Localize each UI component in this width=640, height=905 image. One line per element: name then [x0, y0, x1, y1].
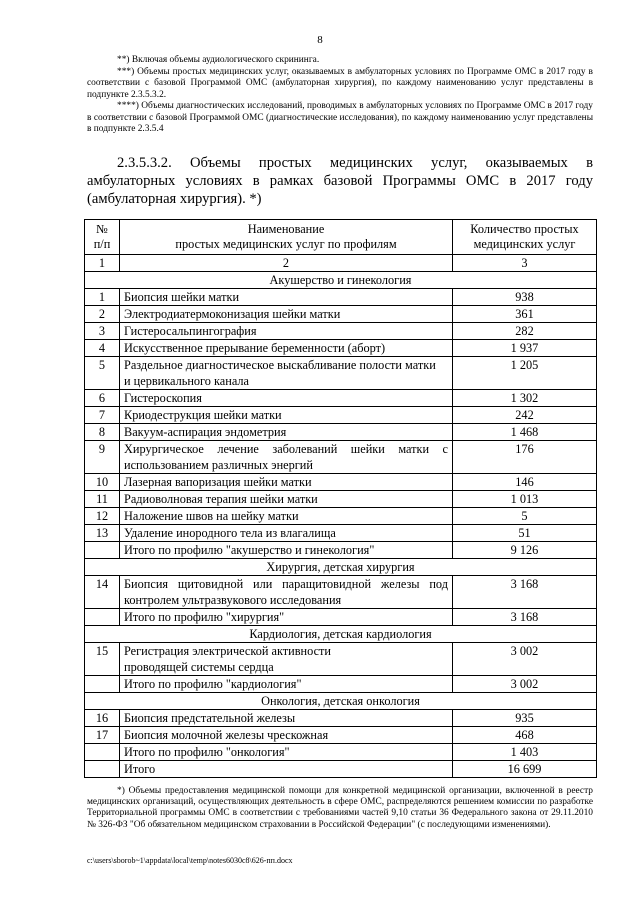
total-row-cardio: [85, 676, 597, 693]
table-row: [85, 508, 597, 525]
header-num-line2: п/п: [93, 237, 111, 251]
service-qty: 3 168: [453, 576, 597, 609]
colnum-3: 3: [453, 255, 597, 272]
row-number: 1: [85, 289, 120, 306]
service-name: Гистероскопия: [120, 390, 453, 407]
section-title: Онкология, детская онкология: [85, 693, 597, 710]
bottom-footnote: *) Объемы предоставления медицинской помощи для конкретной медицинской организации, включенной в реестр медицинских организаций, осуществляющих деятельность в сфере ОМС, распределяются решением комиссии по разработке Территориальной программы ОМС в соответствии с требованиями частей 9,10 статьи 36 Федерального закона от 29.11.2010 № 326-ФЗ "Об обязательном медицинском страховании в Российской Федерации" (с последующими изменениями).: [87, 786, 593, 830]
service-name: Биопсия шейки матки: [120, 289, 453, 306]
row-number: 3: [85, 323, 120, 340]
total-qty: 3 002: [453, 676, 597, 693]
row-number: 2: [85, 306, 120, 323]
table-row: [85, 643, 597, 676]
table-header-row: [85, 220, 597, 255]
table-row: [85, 323, 597, 340]
header-qty: [453, 220, 597, 255]
column-number-row: [85, 255, 597, 272]
header-name-line2: простых медицинских услуг по профилям: [175, 237, 397, 251]
page-number: 8: [317, 34, 323, 46]
table-row: [85, 491, 597, 508]
table-row: [85, 357, 597, 390]
service-qty: 282: [453, 323, 597, 340]
service-qty: 938: [453, 289, 597, 306]
total-qty: 1 403: [453, 744, 597, 761]
row-number: 4: [85, 340, 120, 357]
service-name: Лазерная вапоризация шейки матки: [120, 474, 453, 491]
table-row: [85, 441, 597, 474]
footnote-audiology: **) Включая объемы аудиологического скрининга.: [117, 55, 320, 65]
header-qty-line1: Количество простых: [470, 222, 579, 236]
service-name: Гистеросальпингография: [120, 323, 453, 340]
service-qty: 176: [453, 441, 597, 474]
section-row-surgery: [85, 559, 597, 576]
file-path: c:\users\sborob~1\appdata\local\temp\notes6030c8\626-пп.docx: [87, 856, 293, 865]
table-row: [85, 306, 597, 323]
table-row: [85, 340, 597, 357]
total-label: Итого по профилю "кардиология": [120, 676, 453, 693]
row-number: 6: [85, 390, 120, 407]
table-row: [85, 407, 597, 424]
colnum-2: 2: [120, 255, 453, 272]
row-number: 8: [85, 424, 120, 441]
service-name: Вакуум-аспирация эндометрия: [120, 424, 453, 441]
service-qty: 468: [453, 727, 597, 744]
colnum-1: 1: [85, 255, 120, 272]
service-name: [120, 643, 453, 676]
service-name-line2: и цервикального канала: [124, 374, 250, 388]
table-row: [85, 525, 597, 542]
service-name-line1: Хирургическое лечение заболеваний шейки матки с: [124, 442, 448, 456]
total-qty: 9 126: [453, 542, 597, 559]
row-number: 15: [85, 643, 120, 676]
total-label: Итого по профилю "акушерство и гинекология": [120, 542, 453, 559]
row-number: 12: [85, 508, 120, 525]
grand-total-row: [85, 761, 597, 778]
service-qty: 5: [453, 508, 597, 525]
row-number: 9: [85, 441, 120, 474]
service-qty: 1 013: [453, 491, 597, 508]
services-table: [84, 219, 597, 778]
service-name: [120, 576, 453, 609]
grand-total-qty: 16 699: [453, 761, 597, 778]
row-number: 5: [85, 357, 120, 390]
table-row: [85, 474, 597, 491]
service-name-line2: контролем ультразвукового исследования: [124, 593, 342, 607]
row-number: 17: [85, 727, 120, 744]
section-heading-text: 2.3.5.3.2. Объемы простых медицинских услуг, оказываемых в амбулаторных условиях в рамках базовой Программы ОМС в 2017 году (амбулаторная хирургия). *): [87, 155, 593, 207]
service-name-line1: Биопсия щитовидной или паращитовидной железы под: [124, 577, 448, 591]
service-qty: 1 302: [453, 390, 597, 407]
service-name: [120, 357, 453, 390]
section-row-cardio: [85, 626, 597, 643]
empty-cell: [85, 609, 120, 626]
empty-cell: [85, 744, 120, 761]
service-name-line1: Раздельное диагностическое выскабливание полости матки: [124, 358, 436, 372]
footnote-diagnostics-volumes: ****) Объемы диагностических исследований, проводимых в амбулаторных условиях по Программе ОМС в 2017 году в соответствии с базовой Программой ОМС (диагностические исследования), по каждому наименованию услуг представлены в подпункте 2.3.5.4: [87, 101, 593, 134]
service-name: Искусственное прерывание беременности (аборт): [120, 340, 453, 357]
service-qty: 146: [453, 474, 597, 491]
top-footnotes: [87, 55, 593, 136]
service-qty: 935: [453, 710, 597, 727]
service-name: Наложение швов на шейку матки: [120, 508, 453, 525]
total-label: Итого по профилю "онкология": [120, 744, 453, 761]
total-row-onco: [85, 744, 597, 761]
table-row: [85, 727, 597, 744]
empty-cell: [85, 542, 120, 559]
section-heading: [87, 154, 593, 208]
section-title: Кардиология, детская кардиология: [85, 626, 597, 643]
section-row-onco: [85, 693, 597, 710]
service-name-line2: проводящей системы сердца: [124, 660, 274, 674]
row-number: 14: [85, 576, 120, 609]
service-qty: 1 937: [453, 340, 597, 357]
empty-cell: [85, 761, 120, 778]
table-row: [85, 710, 597, 727]
service-name: Радиоволновая терапия шейки матки: [120, 491, 453, 508]
service-qty: 51: [453, 525, 597, 542]
service-name: Удаление инородного тела из влагалища: [120, 525, 453, 542]
header-num-line1: №: [96, 222, 108, 236]
row-number: 11: [85, 491, 120, 508]
row-number: 16: [85, 710, 120, 727]
row-number: 10: [85, 474, 120, 491]
table-row: [85, 289, 597, 306]
table-row: [85, 424, 597, 441]
section-title: Акушерство и гинекология: [85, 272, 597, 289]
row-number: 13: [85, 525, 120, 542]
service-qty: 242: [453, 407, 597, 424]
total-qty: 3 168: [453, 609, 597, 626]
service-qty: 1 468: [453, 424, 597, 441]
table-row: [85, 390, 597, 407]
header-qty-line2: медицинских услуг: [473, 237, 576, 251]
header-num: [85, 220, 120, 255]
service-name: Криодеструкция шейки матки: [120, 407, 453, 424]
service-name: Биопсия предстательной железы: [120, 710, 453, 727]
service-qty: 361: [453, 306, 597, 323]
footnote-surgery-volumes: ***) Объемы простых медицинских услуг, оказываемых в амбулаторных условиях по Программе ОМС в 2017 году в соответствии с базовой Программой ОМС (амбулаторная хирургия), по каждому наименованию услуг представлены в подпункте 2.3.5.3.2.: [87, 66, 593, 100]
section-row-obstetrics: [85, 272, 597, 289]
service-qty: 3 002: [453, 643, 597, 676]
service-name-line1: Регистрация электрической активности: [124, 644, 331, 658]
header-name: [120, 220, 453, 255]
header-name-line1: Наименование: [247, 222, 325, 236]
total-row-surgery: [85, 609, 597, 626]
service-name: Биопсия молочной железы чрескожная: [120, 727, 453, 744]
table-row: [85, 576, 597, 609]
total-label: Итого по профилю "хирургия": [120, 609, 453, 626]
service-name-line2: использованием различных энергий: [124, 458, 313, 472]
empty-cell: [85, 676, 120, 693]
grand-total-label: Итого: [120, 761, 453, 778]
row-number: 7: [85, 407, 120, 424]
service-qty: 1 205: [453, 357, 597, 390]
service-name: [120, 441, 453, 474]
total-row-obstetrics: [85, 542, 597, 559]
service-name: Электродиатермоконизация шейки матки: [120, 306, 453, 323]
section-title: Хирургия, детская хирургия: [85, 559, 597, 576]
